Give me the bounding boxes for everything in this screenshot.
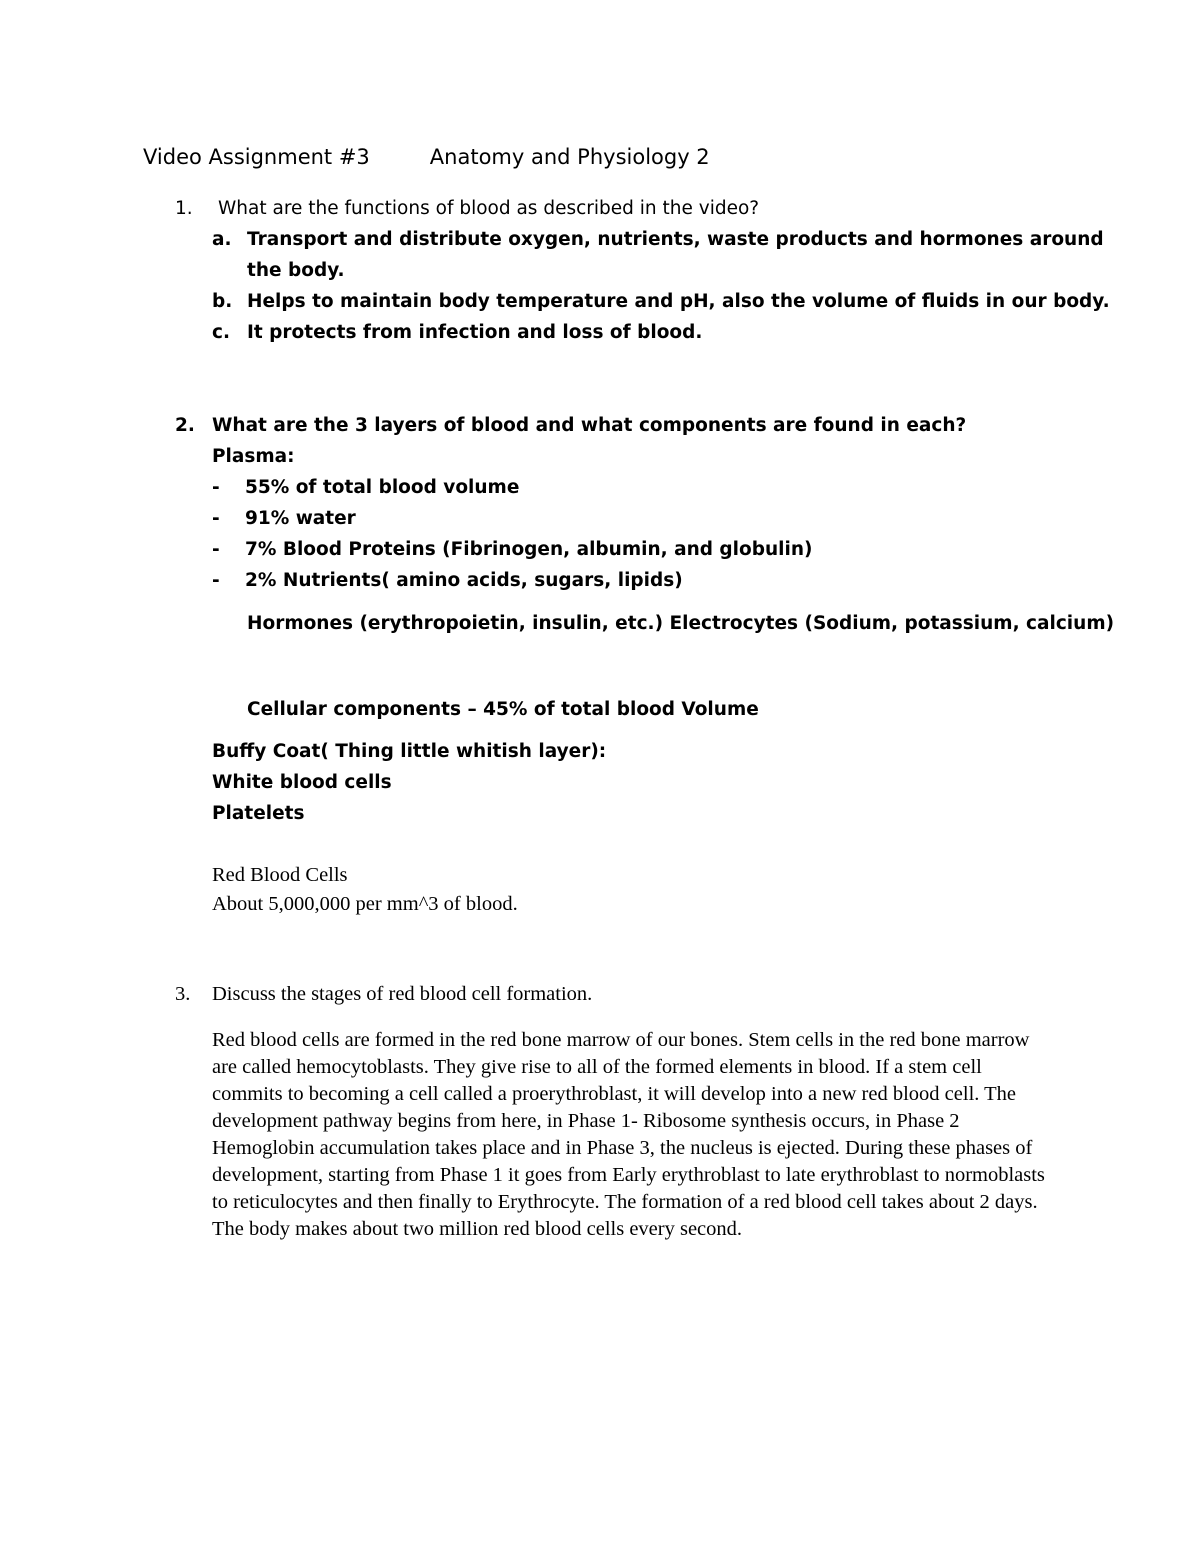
- plasma-item-4: [212, 570, 683, 591]
- rbc-count: About 5,000,000 per mm^3 of blood.: [212, 893, 518, 915]
- q1-answer-b: Helps to maintain body temperature and pH, also the volume of fluids in our body.: [247, 291, 1110, 312]
- q3-question: Discuss the stages of red blood cell formation.: [212, 983, 593, 1005]
- plasma-item-text: 55% of total blood volume: [245, 477, 520, 498]
- title-course: Anatomy and Physiology 2: [429, 145, 710, 169]
- plasma-item-1: [212, 477, 519, 498]
- bullet-dash: -: [212, 477, 220, 498]
- q1-answer-c: It protects from infection and loss of blood.: [247, 322, 703, 343]
- plasma-item-2: [212, 508, 356, 529]
- plasma-label: Plasma:: [212, 446, 295, 467]
- buffy-item-wbc: White blood cells: [212, 772, 392, 793]
- cellular-components: Cellular components – 45% of total blood Volume: [247, 699, 759, 720]
- bullet-dash: -: [212, 539, 220, 560]
- buffy-item-platelets: Platelets: [212, 803, 305, 824]
- q1-question: What are the functions of blood as described in the video?: [218, 198, 760, 219]
- bullet-dash: -: [212, 570, 220, 591]
- q3-number: 3.: [175, 983, 191, 1005]
- rbc-title: Red Blood Cells: [212, 864, 348, 886]
- bullet-dash: -: [212, 508, 220, 529]
- q1-answer-b-letter: b.: [212, 291, 233, 312]
- plasma-item-text: 2% Nutrients( amino acids, sugars, lipids): [245, 570, 683, 591]
- q1-number: 1.: [175, 198, 193, 219]
- q1-answer-a-letter: a.: [212, 229, 232, 250]
- plasma-item-text: 91% water: [245, 508, 356, 529]
- title-assignment: Video Assignment #3: [143, 145, 370, 169]
- q2-question: What are the 3 layers of blood and what components are found in each?: [212, 415, 967, 436]
- plasma-item-3: [212, 539, 812, 560]
- q1-answer-a: Transport and distribute oxygen, nutrients, waste products and hormones around: [247, 229, 1104, 250]
- q1-answer-a-cont: the body.: [247, 260, 345, 281]
- q3-answer-paragraph: Red blood cells are formed in the red bone marrow of our bones. Stem cells in the red bone marrow are called hemocytoblasts. They give rise to all of the formed elements in blood. If a stem cell commits to becoming a cell called a proerythroblast, it will develop into a new red blood cell. The development pathway begins from here, in Phase 1- Ribosome synthesis occurs, in Phase 2 Hemoglobin accumulation takes place and in Phase 3, the nucleus is ejected. During these phases of development, starting from Phase 1 it goes from Early erythroblast to late erythroblast to normoblasts to reticulocytes and then finally to Erythrocyte. The formation of a red blood cell takes about 2 days. The body makes about two million red blood cells every second.: [212, 1029, 1045, 1240]
- q2-number: 2.: [175, 415, 195, 436]
- buffy-coat-title: Buffy Coat( Thing little whitish layer):: [212, 741, 607, 762]
- page-title: [143, 145, 710, 169]
- q1-answer-c-letter: c.: [212, 322, 230, 343]
- plasma-item-text: 7% Blood Proteins (Fibrinogen, albumin, and globulin): [245, 539, 813, 560]
- hormones-line: Hormones (erythropoietin, insulin, etc.) Electrocytes (Sodium, potassium, calcium): [247, 613, 1115, 634]
